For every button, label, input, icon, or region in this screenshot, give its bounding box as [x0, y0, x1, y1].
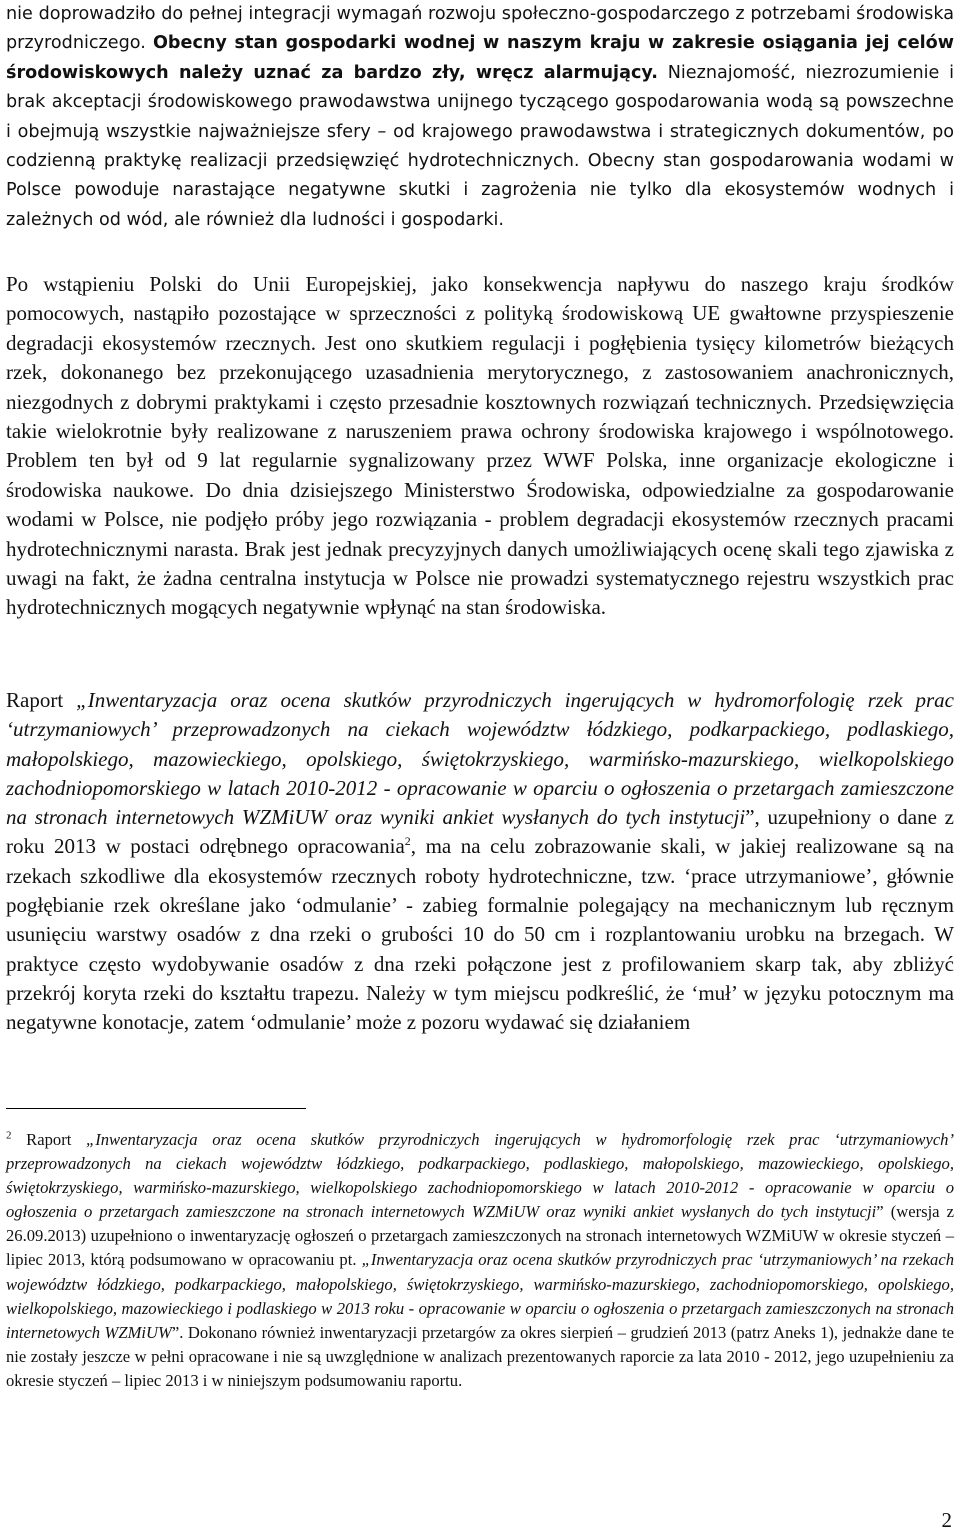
paragraph-report-text-2: ”, uzupełniony o dane z roku 2013 w postaci odrębnego opracowania	[6, 805, 954, 859]
paragraph-report-text-3: , ma na celu zobrazowanie skali, w jakiej realizowane są na rzekach szkodliwe dla ekosystemów rzecznych roboty hydrotechniczne, tzw. ‘prace utrzymaniowe’, głównie pogłębianie rzek określane jako ‘odmulanie’ - zabieg formalnie polegający na mechanicznym lub ręcznym usunięciu warstwy osadów z dna rzeki o grubości 10 do 50 cm i rozplantowaniu urobku na brzegach. W praktyce często wydobywanie osadów z dna rzeki połączone jest z profilowaniem skarp tak, aby zbliżyć przekrój koryta rzeki do kształtu trapezu. Należy w tym miejscu podkreślić, że ‘muł’ w języku potocznym ma negatywne konotacje, zatem ‘odmulanie’ może z pozoru wydawać się działaniem	[6, 834, 954, 1035]
page-number: 2	[941, 1508, 952, 1532]
paragraph-intro-emphasis: Obecny stan gospodarki wodnej w naszym kraju w zakresie osiągania jej celów środowiskowych należy uznać za bardzo zły, wręcz alarmujący.	[6, 33, 955, 83]
paragraph-report	[6, 686, 954, 1038]
footnote-text-3: ”. Dokonano również inwentaryzacji przetargów za okres sierpień – grudzień 2013 (patrz Aneks 1), jednakże dane te nie zostały jeszcze w pełni opracowane i nie są uwzględnione w analizach prezentowanych raporcie za lata 2010 - 2012, jego uzupełnieniu za okresie styczeń – lipiec 2013 i w niniejszym podsumowaniu raportu.	[6, 1322, 954, 1390]
paragraph-report-title: „Inwentaryzacja oraz ocena skutków przyrodniczych ingerujących w hydromorfologię rzek prac ‘utrzymaniowych’ przeprowadzonych na ciekach województw łódzkiego, podkarpackiego, podlaskiego, małopolskiego, mazowieckiego, opolskiego, świętokrzyskiego, warmińsko-mazurskiego, wielkopolskiego zachodniopomorskiego w latach 2010-2012 - opracowanie w oparciu o ogłoszenia o przetargach zamieszczone na stronach internetowych WZMiUW oraz wyniki ankiet wysłanych do tych instytucji	[6, 688, 954, 830]
footnote-text-2: ” (wersja z 26.09.2013) uzupełniono o inwentaryzację ogłoszeń o przetargach zamieszczonych na stronach internetowych WZMiUW w okresie styczeń – lipiec 2013, którą podsumowano w opracowaniu pt.	[6, 1202, 954, 1270]
footnote-number: 2	[6, 1129, 12, 1142]
footnote-title-2: „Inwentaryzacja oraz ocena skutków przyrodniczych prac ‘utrzymaniowych’ na rzekach województw łódzkiego, podkarpackiego, małopolskiego, świętokrzyskiego, warmińsko-mazurskiego, zachodniopomorskiego, opolskiego, wielkopolskiego, mazowieckiego i podlaskiego w 2013 roku - opracowanie w oparciu o ogłoszenia o przetargach zamieszczonych na stronach internetowych WZMiUW	[6, 1250, 954, 1342]
paragraph-intro-text-2: Nieznajomość, niezrozumienie i brak akceptacji środowiskowego prawodawstwa unijnego tyczącego gospodarowania wodą są powszechne i obejmują wszystkie najważniejsze sfery – od krajowego prawodawstwa i strategicznych dokumentów, po codzienną praktykę realizacji przedsięwzięć hydrotechnicznych. Obecny stan gospodarowania wodami w Polsce powoduje narastające negatywne skutki i zagrożenia nie tylko dla ekosystemów wodnych i zależnych od wód, ale również dla ludności i gospodarki.	[6, 62, 954, 230]
footnote-reference[interactable]: 2	[404, 834, 411, 849]
paragraph-eu-accession: Po wstąpieniu Polski do Unii Europejskiej, jako konsekwencja napływu do naszego kraju środków pomocowych, nastąpiło pozostające w sprzeczności z polityką środowiskową UE gwałtowne przyspieszenie degradacji ekosystemów rzecznych. Jest ono skutkiem regulacji i pogłębienia tysięcy kilometrów bieżących rzek, dokonanego bez przekonującego uzasadnienia merytorycznego, z zastosowaniem anachronicznych, niezgodnych z dobrymi praktykami i często przesadnie kosztownych rozwiązań technicznych. Przedsięwzięcia takie wielokrotnie były realizowane z naruszeniem prawa ochrony środowiska krajowego i wspólnotowego. Problem ten był od 9 lat regularnie sygnalizowany przez WWF Polska, inne organizacje ekologiczne i środowiska naukowe. Do dnia dzisiejszego Ministerstwo Środowiska, odpowiedzialne za gospodarowanie wodami w Polsce, nie podjęło próby jego rozwiązania - problem degradacji ekosystemów rzecznych pracami hydrotechnicznymi narasta. Brak jest jednak precyzyjnych danych umożliwiających ocenę skali tego zjawiska z uwagi na fakt, że żadna centralna instytucja w Polsce nie prowadzi systematycznego rejestru wszystkich prac hydrotechnicznych mogących negatywnie wpłynąć na stan środowiska.	[6, 272, 954, 620]
footnote-separator	[6, 1108, 306, 1109]
footnote-text-1: Raport	[11, 1130, 86, 1149]
paragraph-intro-text-1: nie doprowadziło do pełnej integracji wymagań rozwoju społeczno-gospodarczego z potrzebami środowiska przyrodniczego.	[6, 4, 954, 54]
footnote-title-1: „Inwentaryzacja oraz ocena skutków przyrodniczych ingerujących w hydromorfologię rzek prac ‘utrzymaniowych’ przeprowadzonych na ciekach województw łódzkiego, podkarpackiego, podlaskiego, małopolskiego, mazowieckiego, opolskiego, świętokrzyskiego, warmińsko-mazurskiego, wielkopolskiego zachodniopomorskiego w latach 2010-2012 - opracowanie w oparciu o ogłoszenia o przetargach zamieszczone na stronach internetowych WZMiUW oraz wyniki ankiet wysłanych do tych instytucji	[6, 1130, 955, 1222]
footnote	[6, 1128, 954, 1393]
paragraph-report-text-1: Raport	[6, 688, 77, 712]
paragraph-intro	[6, 0, 954, 235]
